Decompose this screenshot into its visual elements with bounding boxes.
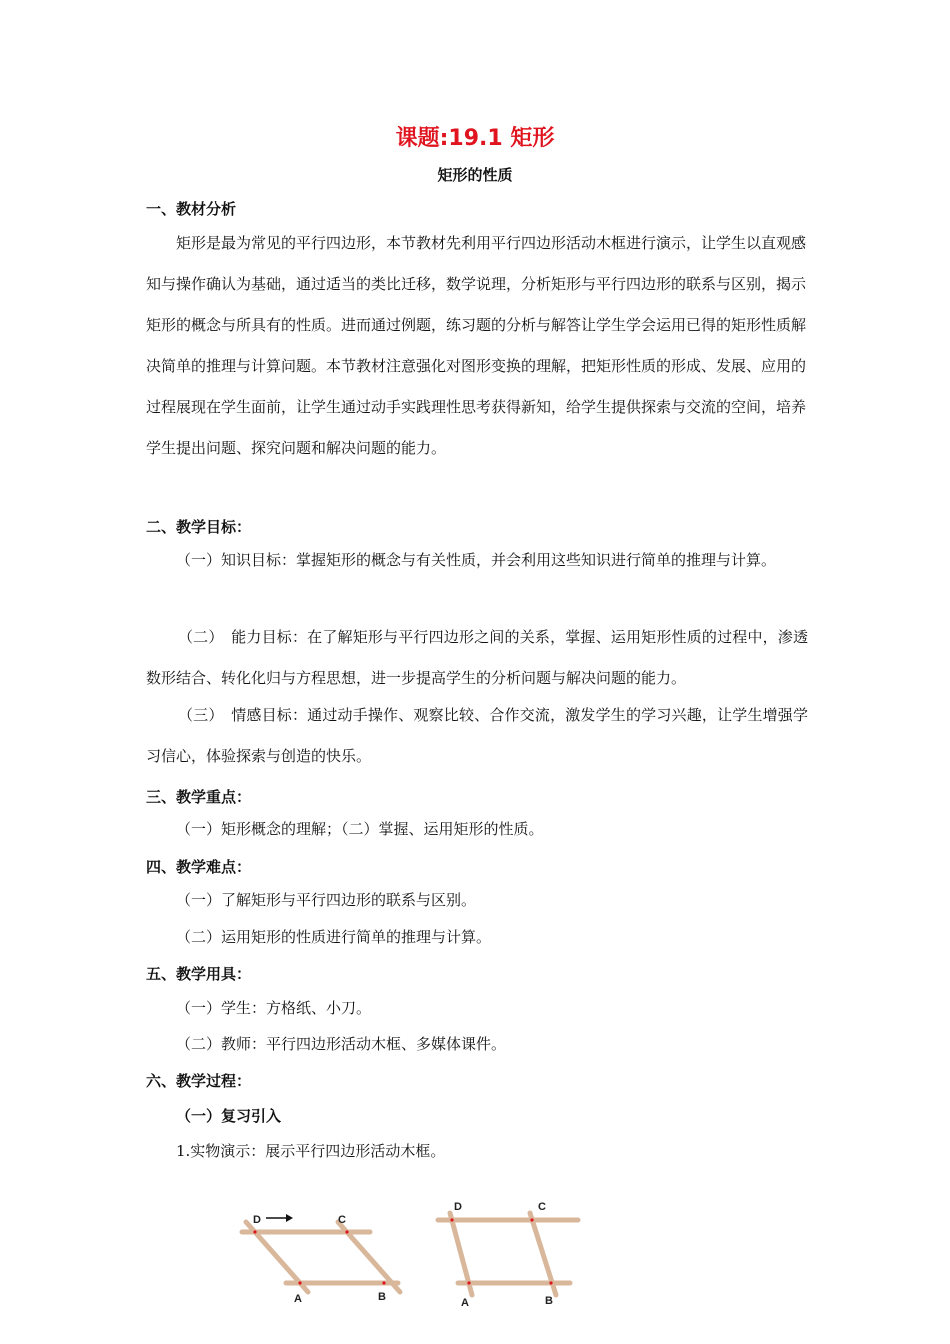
label-a-left: A (294, 1293, 302, 1305)
section-heading-2: 二、教学目标： (146, 518, 252, 536)
label-b-right: B (545, 1295, 553, 1307)
goal-knowledge: （一）知识目标：掌握矩形的概念与有关性质，并会利用这些知识进行简单的推理与计算。 (176, 551, 777, 569)
label-d-left: D (253, 1214, 261, 1226)
process-subheading: （一）复习引入 (176, 1107, 282, 1125)
section-heading-4: 四、教学难点： (146, 858, 252, 876)
goal-emotion: （三） 情感目标：通过动手操作、观察比较、合作交流，激发学生的学习兴趣，让学生增强学习信心，体验探索与创造的快乐。 (146, 706, 808, 765)
section-heading-5: 五、教学用具： (146, 965, 252, 983)
label-c-right: C (538, 1201, 546, 1213)
section-heading-1: 一、教材分析 (146, 200, 237, 218)
label-a-right: A (461, 1297, 469, 1309)
tools-item-students: （一）学生：方格纸、小刀。 (176, 999, 372, 1017)
difficulty-item-1: （一）了解矩形与平行四边形的联系与区别。 (176, 891, 477, 909)
goal-ability: （二） 能力目标：在了解矩形与平行四边形之间的关系，掌握、运用矩形性质的过程中，渗透数形结合、转化化归与方程思想，进一步提高学生的分析问题与解决问题的能力。 (146, 628, 808, 687)
rectangle-frame-figure (430, 1195, 590, 1310)
process-item-1: 1.实物演示：展示平行四边形活动木框。 (176, 1142, 446, 1160)
difficulty-item-2: （二）运用矩形的性质进行简单的推理与计算。 (176, 928, 492, 946)
section-1-paragraph: 矩形是最为常见的平行四边形，本节教材先利用平行四边形活动木框进行演示，让学生以直观感知与操作确认为基础，通过适当的类比迁移，数学说理，分析矩形与平行四边形的联系与区别，揭示矩形的概念与所具有的性质。进而通过例题，练习题的分析与解答让学生学会运用已得的矩形性质解决简单的推理与计算问题。本节教材注意强化对图形变换的理解，把矩形性质的形成、发展、应用的过程展现在学生面前，让学生通过动手实践理性思考获得新知，给学生提供探索与交流的空间，培养学生提出问题、探究问题和解决问题的能力。 (146, 234, 807, 457)
parallelogram-frame-figure (230, 1200, 410, 1310)
section-heading-3: 三、教学重点： (146, 788, 252, 806)
tools-item-teacher: （二）教师：平行四边形活动木框、多媒体课件。 (176, 1035, 507, 1053)
page-subtitle: 矩形的性质 (437, 166, 513, 184)
label-b-left: B (378, 1291, 386, 1303)
label-d-right: D (454, 1201, 462, 1213)
section-heading-6: 六、教学过程： (146, 1072, 252, 1090)
label-c-left: C (338, 1214, 346, 1226)
key-points-text: （一）矩形概念的理解；（二）掌握、运用矩形的性质。 (176, 820, 544, 838)
page-title: 课题:19.1 矩形 (395, 126, 555, 151)
